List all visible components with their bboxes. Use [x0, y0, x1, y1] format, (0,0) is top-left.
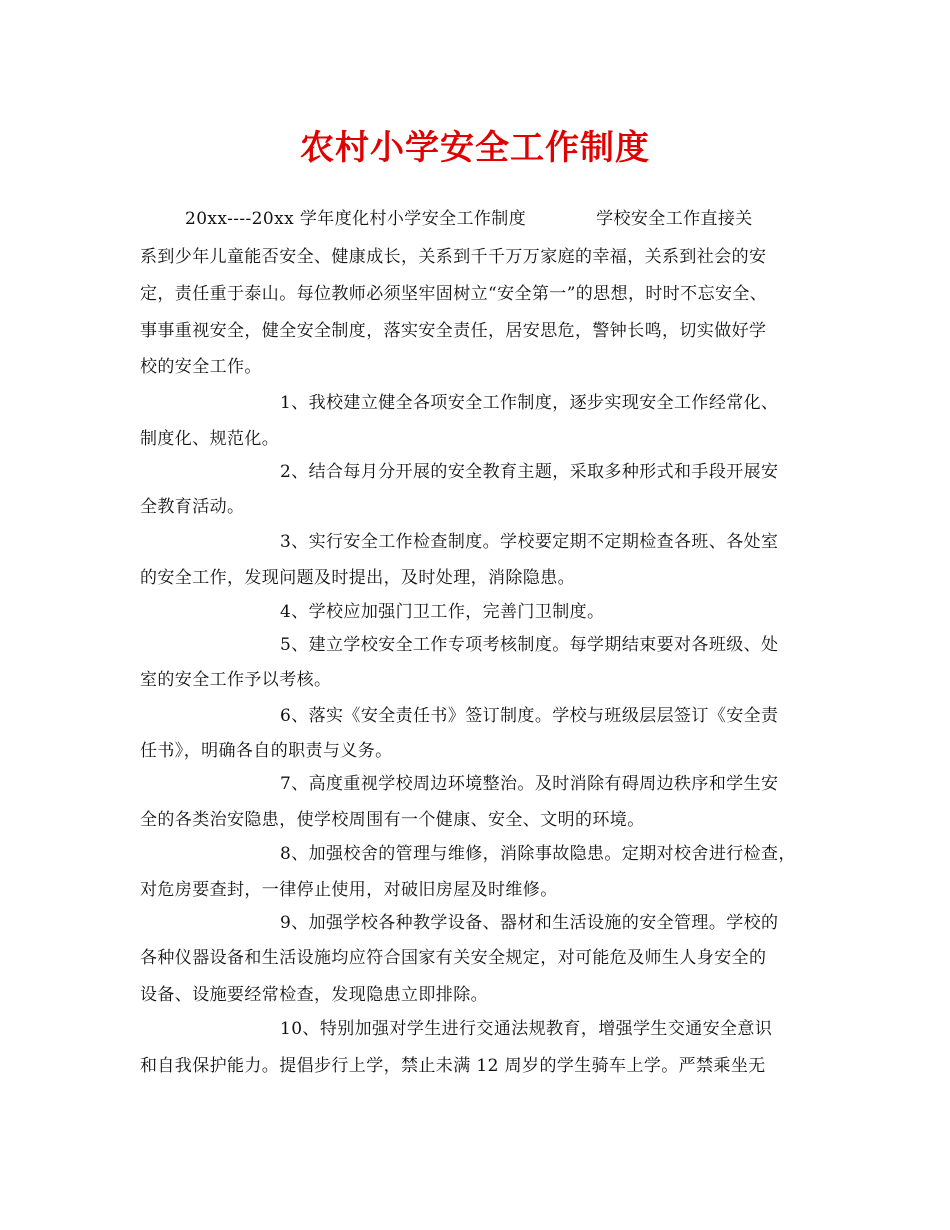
item-8-line-2: 对危房要查封，一律停止使用，对破旧房屋及时维修。: [140, 880, 558, 900]
document-title: 农村小学安全工作制度: [300, 128, 650, 168]
intro-line-3: 定，责任重于泰山。每位教师必须坚牢固树立“安全第一”的思想，时时不忘安全、: [140, 284, 768, 304]
item-10-line-2: 和自我保护能力。提倡步行上学，禁止未满 12 周岁的学生骑车上学。严禁乘坐无: [140, 1056, 766, 1076]
intro-line-4: 事事重视安全，健全安全制度，落实安全责任，居安思危，警钟长鸣，切实做好学: [140, 321, 767, 341]
item-6-line-2: 任书》，明确各自的职责与义务。: [140, 741, 393, 761]
item-3-line-2: 的安全工作，发现问题及时提出，及时处理，消除隐患。: [140, 568, 575, 588]
item-9-line-2: 各种仪器设备和生活设施均应符合国家有关安全规定，对可能危及师生人身安全的: [140, 948, 767, 968]
intro-line-5: 校的安全工作。: [140, 357, 262, 377]
intro-line-2: 系到少年儿童能否安全、健康成长，关系到千千万万家庭的幸福，关系到社会的安: [140, 247, 767, 267]
item-9-line-1: 9、加强学校各种教学设备、器材和生活设施的安全管理。学校的: [280, 913, 779, 933]
item-6-line-1: 6、落实《安全责任书》签订制度。学校与班级层层签订《安全责: [280, 706, 779, 726]
item-5-line-1: 5、建立学校安全工作专项考核制度。每学期结束要对各班级、处: [280, 635, 779, 655]
item-7-line-1: 7、高度重视学校周边环境整治。及时消除有碍周边秩序和学生安: [280, 774, 779, 794]
item-8-line-1: 8、加强校舍的管理与维修，消除事故隐患。定期对校舍进行检查，: [280, 844, 796, 864]
item-1-line-2: 制度化、规范化。: [140, 429, 280, 449]
item-1-line-1: 1、我校建立健全各项安全工作制度，逐步实现安全工作经常化、: [280, 393, 779, 413]
item-4-line-1: 4、学校应加强门卫工作，完善门卫制度。: [280, 602, 605, 622]
item-2-line-1: 2、结合每月分开展的安全教育主题，采取多种形式和手段开展安: [280, 462, 779, 482]
intro-text-1: 学校安全工作直接关: [596, 209, 753, 229]
item-5-line-2: 室的安全工作予以考核。: [140, 670, 332, 690]
item-3-line-1: 3、实行安全工作检查制度。学校要定期不定期检查各班、各处室: [280, 532, 779, 552]
item-9-line-3: 设备、设施要经常检查，发现隐患立即排除。: [140, 985, 488, 1005]
item-7-line-2: 全的各类治安隐患，使学校周围有一个健康、安全、文明的环境。: [140, 810, 645, 830]
item-10-line-1: 10、特别加强对学生进行交通法规教育，增强学生交通安全意识: [280, 1019, 773, 1039]
intro-line-1: [185, 207, 753, 231]
intro-heading: 20xx----20xx 学年度化村小学安全工作制度: [185, 209, 527, 229]
item-2-line-2: 全教育活动。: [140, 497, 245, 517]
